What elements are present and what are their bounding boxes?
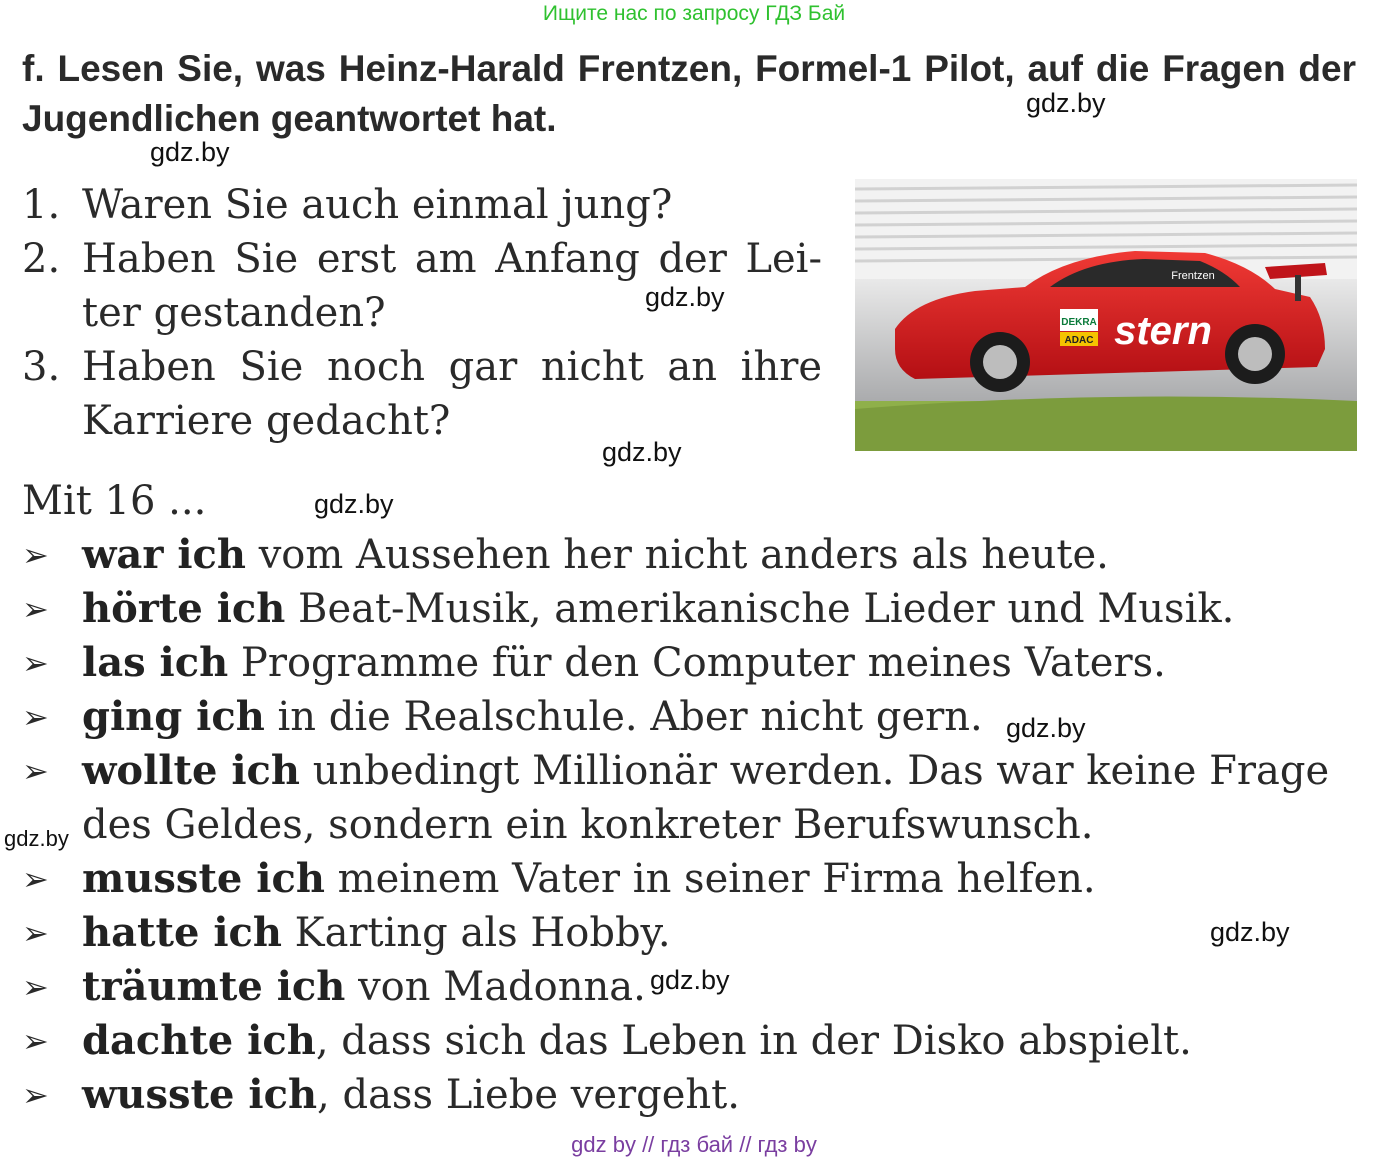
- question-1: [22, 178, 822, 232]
- answer-rest: von Madonna.: [345, 964, 646, 1010]
- question-text: Haben Sie erst am Anfang der Lei-ter gestanden?: [82, 236, 822, 336]
- answer-verb: hörte ich: [82, 585, 286, 632]
- arrow-bullet-icon: ➢: [22, 590, 49, 628]
- answer-verb: träumte ich: [82, 963, 346, 1010]
- answer-continuation: des Geldes, sondern ein konkreter Berufswunsch.: [82, 802, 1094, 848]
- question-3: [22, 340, 822, 448]
- answer-verb: wusste ich: [82, 1071, 318, 1118]
- watermark: gdz.by: [314, 489, 394, 519]
- watermark: gdz.by: [150, 137, 230, 167]
- watermark: gdz.by: [1210, 917, 1290, 947]
- arrow-bullet-icon: ➢: [22, 752, 49, 790]
- arrow-bullet-icon: ➢: [22, 968, 49, 1006]
- search-banner: Ищите нас по запросу ГДЗ Бай: [542, 2, 846, 25]
- arrow-bullet-icon: ➢: [22, 1076, 49, 1114]
- answer-verb: war ich: [82, 531, 246, 578]
- answer-rest: meinem Vater in seiner Firma helfen.: [324, 856, 1096, 902]
- arrow-bullet-icon: ➢: [22, 1022, 49, 1060]
- footer-links: gdz by // гдз бай // гдз by: [571, 1132, 817, 1157]
- answer-rest: Beat-Musik, amerikanische Lieder und Musik.: [285, 586, 1235, 632]
- watermark: gdz.by: [650, 965, 730, 995]
- intro-text: Mit 16 ...: [22, 478, 207, 524]
- driver-name-label: Frentzen: [1171, 270, 1215, 282]
- question-number: 3.: [22, 344, 61, 390]
- answer-rest: Programme für den Computer meines Vaters.: [228, 640, 1166, 686]
- watermark: gdz.by: [645, 282, 725, 312]
- question-text: Haben Sie noch gar nicht an ihre Karriere gedacht?: [82, 344, 822, 444]
- task-title: f. Lesen Sie, was Heinz-Harald Frentzen, Formel-1 Pilot, auf die Fragen der Jugendlichen geantwortet hat.: [22, 48, 1356, 139]
- arrow-bullet-icon: ➢: [22, 536, 49, 574]
- watermark: gdz.by: [1026, 88, 1106, 118]
- sponsor-logo: stern: [1114, 309, 1212, 353]
- answer-verb: dachte ich: [82, 1017, 316, 1064]
- arrow-bullet-icon: ➢: [22, 860, 49, 898]
- watermark: gdz.by: [4, 826, 69, 851]
- question-number: 2.: [22, 236, 61, 282]
- watermark: gdz.by: [602, 437, 682, 467]
- arrow-bullet-icon: ➢: [22, 698, 49, 736]
- answer-rest: vom Aussehen her nicht anders als heute.: [245, 532, 1109, 578]
- answer-verb: las ich: [82, 639, 229, 686]
- answer-rest: Karting als Hobby.: [281, 910, 671, 956]
- question-text: Waren Sie auch einmal jung?: [82, 182, 673, 228]
- dekra-label: DEKRA: [1061, 317, 1097, 328]
- arrow-bullet-icon: ➢: [22, 644, 49, 682]
- question-number: 1.: [22, 182, 61, 228]
- race-car-illustration: [855, 179, 1357, 451]
- watermark: gdz.by: [1006, 713, 1086, 743]
- race-car-photo: [855, 179, 1357, 451]
- answer-rest: , dass Liebe vergeht.: [317, 1072, 740, 1118]
- adac-label: ADAC: [1064, 335, 1094, 346]
- answer-verb: wollte ich: [82, 747, 300, 794]
- answer-rest: in die Realschule. Aber nicht gern.: [264, 694, 983, 740]
- answer-verb: musste ich: [82, 855, 325, 902]
- answer-rest: unbedingt Millionär werden. Das war keine Frage: [300, 748, 1330, 794]
- answer-rest: , dass sich das Leben in der Disko abspielt.: [315, 1018, 1192, 1064]
- arrow-bullet-icon: ➢: [22, 914, 49, 952]
- answer-verb: hatte ich: [82, 909, 282, 956]
- answer-verb: ging ich: [82, 693, 265, 740]
